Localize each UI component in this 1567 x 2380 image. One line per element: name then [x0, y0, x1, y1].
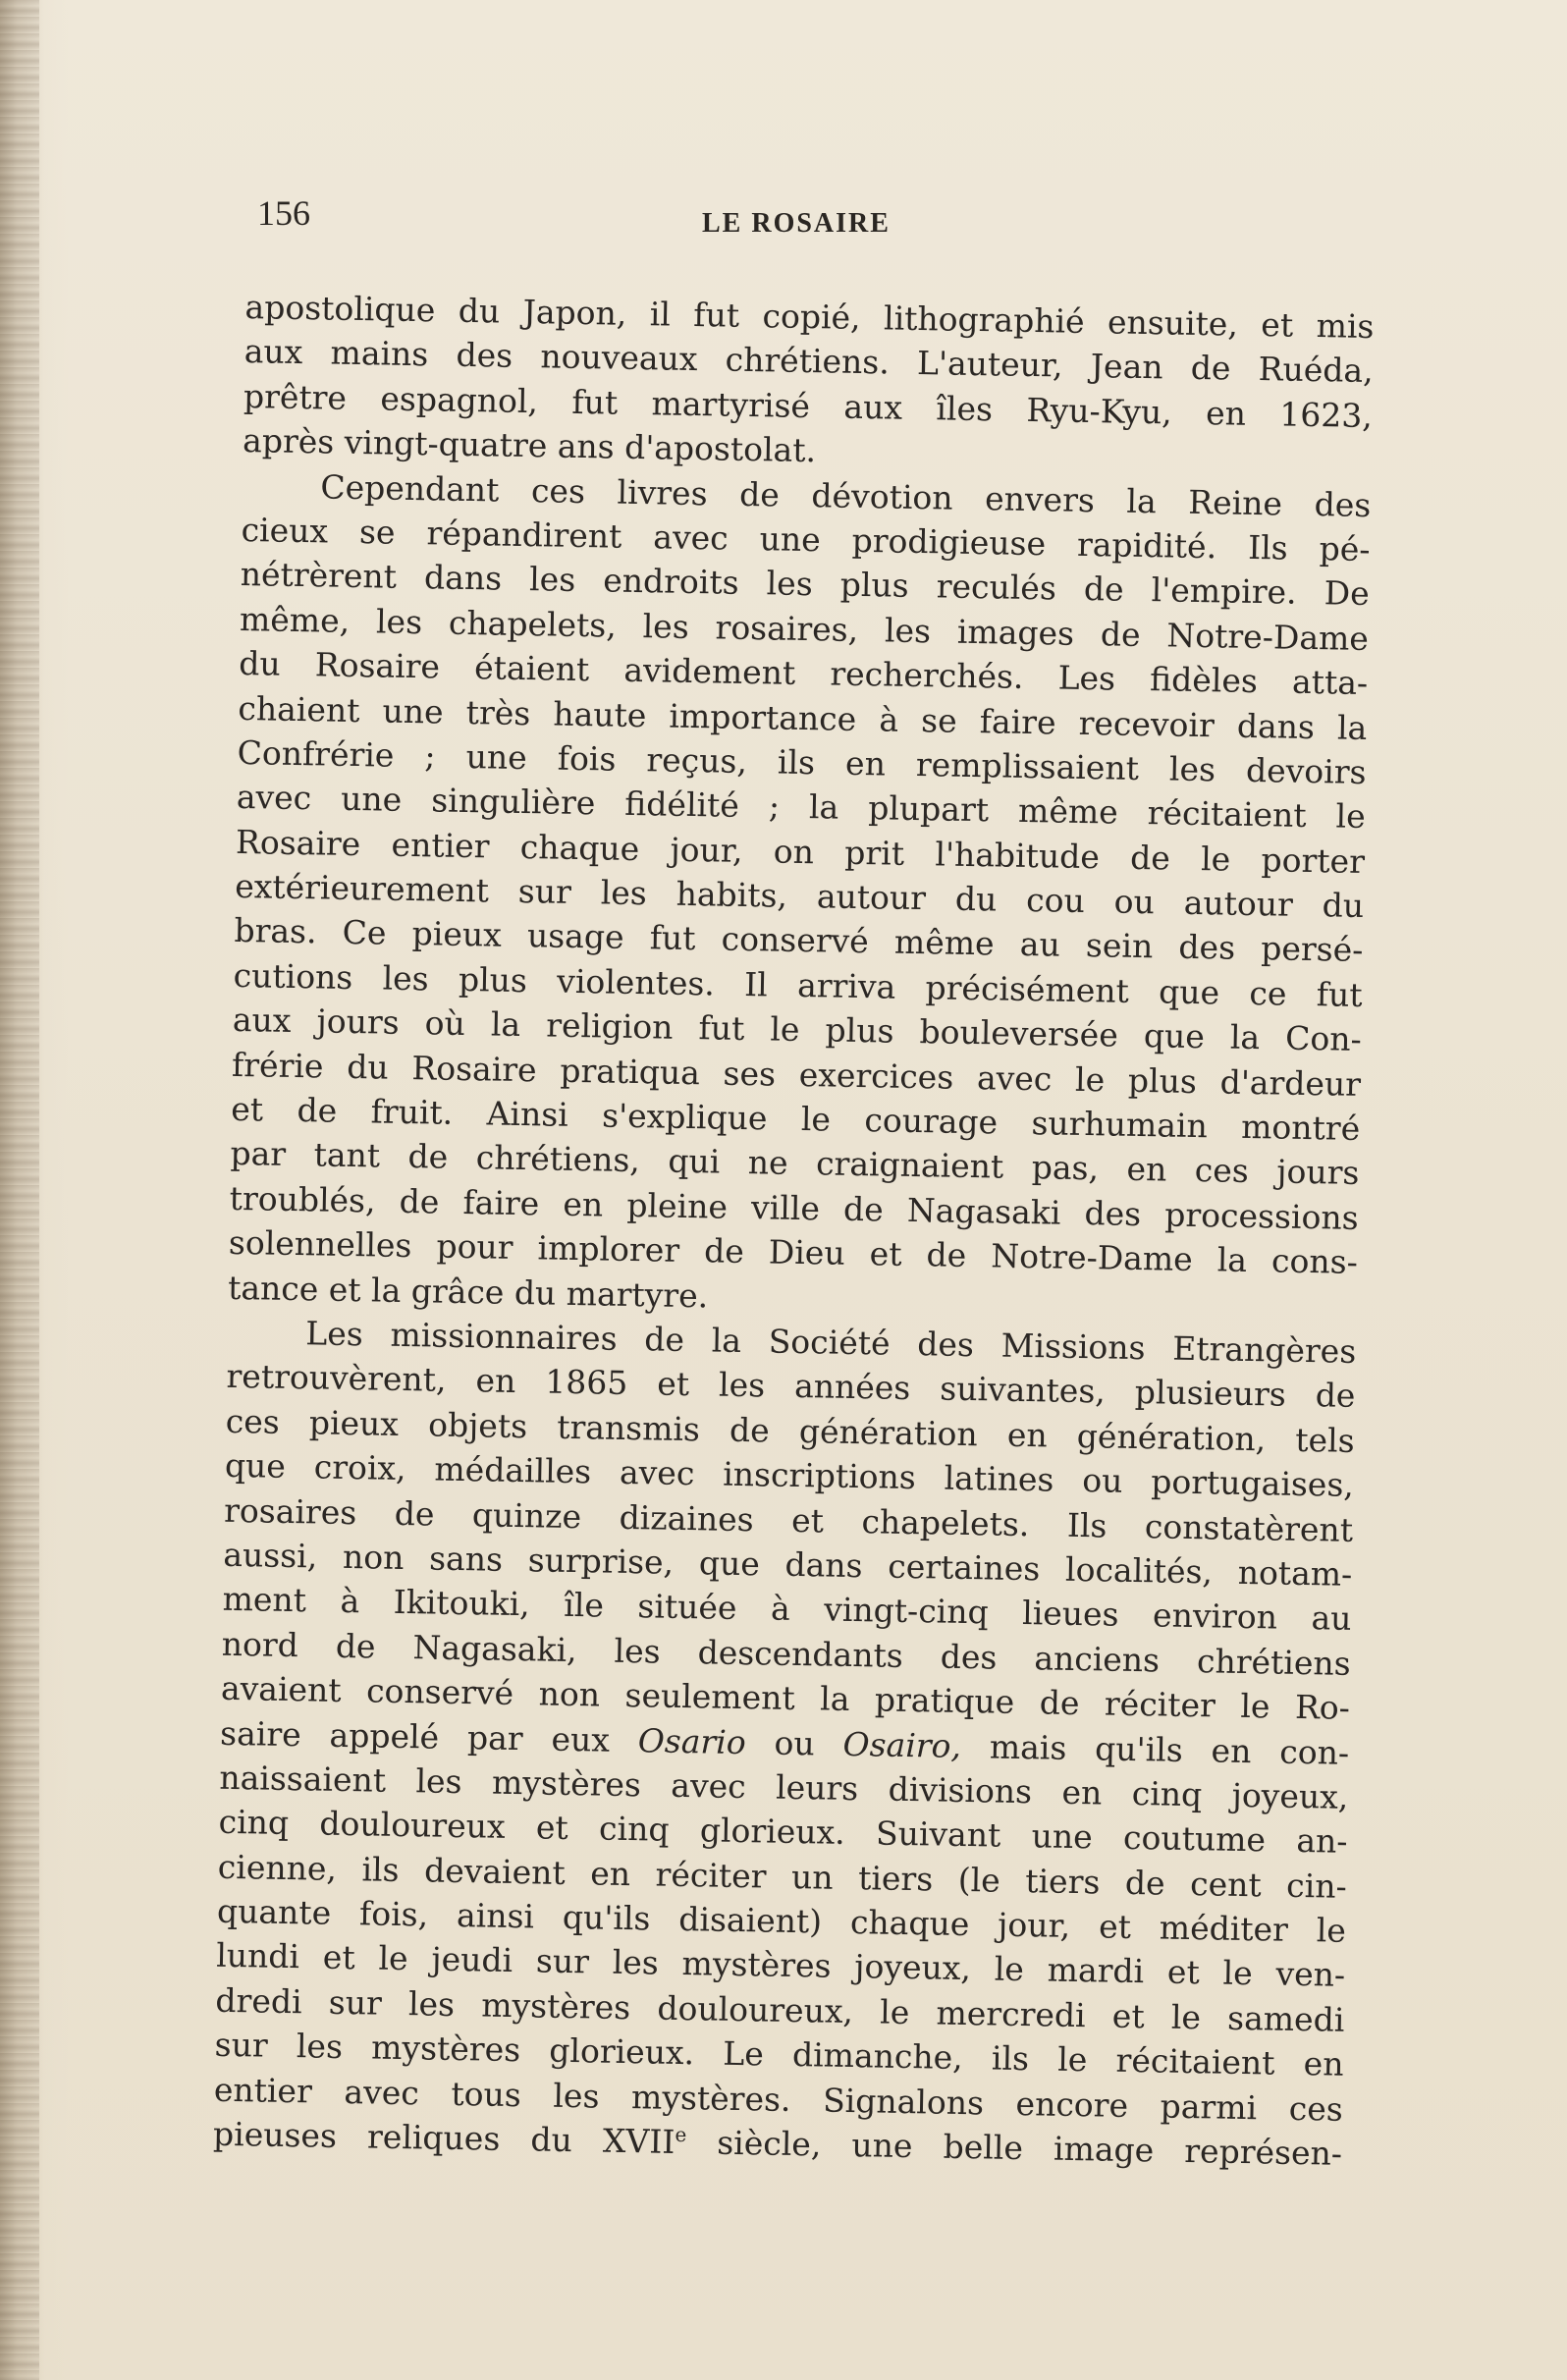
text-line: par tant de chrétiens, qui ne craignaient pas, en ces jours: [230, 1134, 1360, 1193]
text-fragment: siècle, une belle image représen-: [685, 2123, 1343, 2173]
text-line: ces pieux objets transmis de génération en génération, tels: [225, 1401, 1355, 1460]
text-fragment: mais qu'ils en con-: [960, 1726, 1350, 1772]
superscript: e: [675, 2122, 687, 2147]
text-line: sur les mystères glorieux. Le dimanche, ils le récitaient en: [214, 2025, 1344, 2084]
text-line: Cependant ces livres de dévotion envers la Reine des: [320, 466, 1372, 524]
text-line: Les missionnaires de la Société des Missions Etrangères: [305, 1314, 1357, 1371]
text-line: solennelles pour implorer de Dieu et de Notre-Dame la cons-: [228, 1223, 1359, 1282]
text-line: Rosaire entier chaque jour, on prit l'habitude de le porter: [235, 822, 1366, 881]
text-line: bras. Ce pieux usage fut conservé même au sein des persé-: [234, 911, 1364, 970]
text-line: extérieurement sur les habits, autour du cou ou autour du: [234, 866, 1365, 926]
text-line: et de fruit. Ainsi s'explique le courage surhumain montré: [231, 1089, 1361, 1148]
text-line: entier avec tous les mystères. Signalons encore parmi ces: [213, 2070, 1344, 2129]
text-line: dredi sur les mystères douloureux, le mercredi et le samedi: [215, 1980, 1345, 2039]
text-line: quante fois, ainsi qu'ils disaient) chaque jour, et méditer le: [216, 1891, 1347, 1950]
text-line: aux jours où la religion fut le plus bouleversée que la Con-: [232, 1001, 1363, 1059]
text-line: même, les chapelets, les rosaires, les images de Notre-Dame: [239, 599, 1370, 658]
running-head: LE ROSAIRE: [702, 208, 891, 239]
text-line: troublés, de faire en pleine ville de Nagasaki des processions: [229, 1178, 1359, 1237]
text-fragment: ou: [745, 1722, 843, 1763]
body-text: [213, 285, 1375, 2176]
text-line: cieux se répandirent avec une prodigieuse rapidité. Ils pé-: [241, 510, 1371, 568]
text-line: naissaient les mystères avec leurs divisions en cinq joyeux,: [219, 1758, 1349, 1816]
text-line: frérie du Rosaire pratiqua ses exercices avec le plus d'ardeur: [231, 1045, 1362, 1104]
italic-term-osairo: Osairo,: [842, 1724, 962, 1765]
text-line: chaient une très haute importance à se faire recevoir dans la: [238, 688, 1368, 747]
text-line: nord de Nagasaki, les descendants des anciens chrétiens: [221, 1624, 1352, 1683]
text-line: ment à Ikitouki, île située à vingt-cinq lieues environ au: [222, 1580, 1352, 1639]
text-line: cinq douloureux et cinq glorieux. Suivant une coutume an-: [218, 1803, 1348, 1862]
text-line: Confrérie ; une fois reçus, ils en remplissaient les devoirs: [237, 732, 1367, 791]
text-line: cutions les plus violentes. Il arriva précisément que ce fut: [233, 955, 1363, 1014]
text-line: du Rosaire étaient avidement recherchés. Les fidèles atta-: [238, 644, 1369, 703]
text-line: après vingt-quatre ans d'apostolat.: [242, 421, 817, 470]
italic-term-osario: Osario: [637, 1720, 747, 1761]
text-line: prêtre espagnol, fut martyrisé aux îles Ryu-Kyu, en 1623,: [243, 376, 1374, 435]
text-line: lundi et le jeudi sur les mystères joyeux, le mardi et le ven-: [215, 1936, 1346, 1995]
text-line: aux mains des nouveaux chrétiens. L'auteur, Jean de Ruéda,: [243, 332, 1374, 391]
text-line: nétrèrent dans les endroits les plus reculés de l'empire. De: [240, 555, 1371, 614]
text-line: avaient conservé non seulement la pratique de réciter le Ro-: [220, 1668, 1351, 1727]
text-line: apostolique du Japon, il fut copié, lithographié ensuite, et mis: [244, 287, 1375, 347]
text-line: aussi, non sans surprise, que dans certaines localités, notam-: [223, 1535, 1353, 1594]
page-header: [257, 192, 1386, 242]
text-line: tance et la grâce du martyre.: [227, 1268, 709, 1315]
text-line: cienne, ils devaient en réciter un tiers (le tiers de cent cin-: [217, 1847, 1348, 1906]
text-fragment: pieuses reliques du XVII: [212, 2114, 675, 2161]
page-number: 156: [257, 193, 310, 233]
text-line: avec une singulière fidélité ; la plupart même récitaient le: [236, 778, 1367, 837]
page-binding-edge: [0, 0, 39, 2380]
text-fragment: saire appelé par eux: [219, 1713, 639, 1759]
text-line: rosaires de quinze dizaines et chapelets. Ils constatèrent: [223, 1490, 1354, 1549]
text-line: que croix, médailles avec inscriptions latines ou portugaises,: [224, 1445, 1355, 1505]
text-line: retrouvèrent, en 1865 et les années suivantes, plusieurs de: [226, 1357, 1356, 1416]
